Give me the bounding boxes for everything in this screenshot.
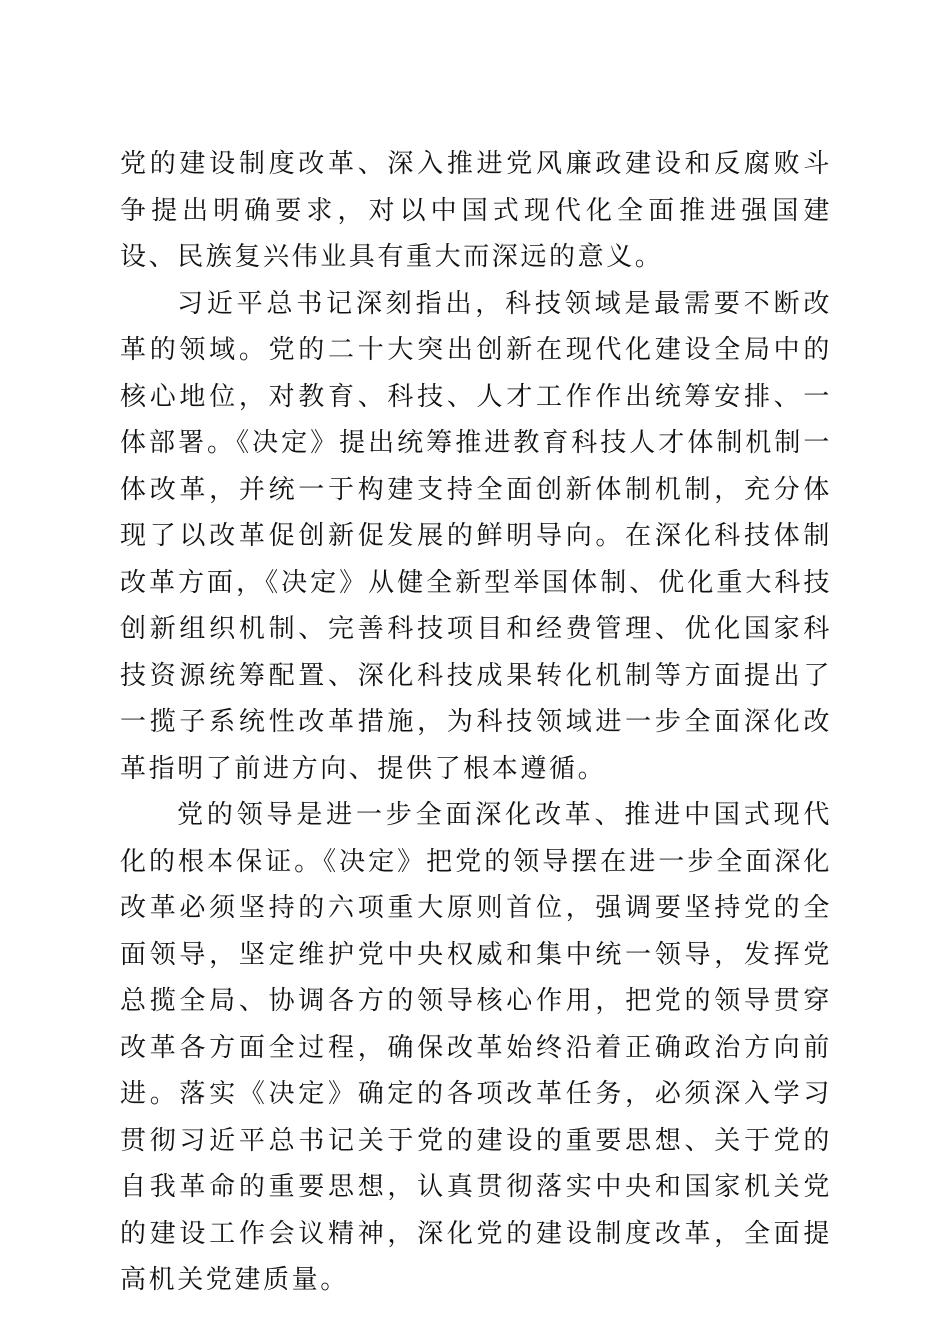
paragraph-1: 党的建设制度改革、深入推进党风廉政建设和反腐败斗争提出明确要求，对以中国式现代化全面推进强国建设、民族复兴伟业具有重大而深远的意义。	[120, 149, 832, 272]
paragraph-2: 习近平总书记深刻指出，科技领域是最需要不断改革的领域。党的二十大突出创新在现代化建设全局中的核心地位，对教育、科技、人才工作作出统筹安排、一体部署。《决定》提出统筹推进教育科技人才体制机制一体改革，并统一于构建支持全面创新体制机制，充分体现了以改革促创新促发展的鲜明导向。在深化科技体制改革方面，《决定》从健全新型举国体制、优化重大科技创新组织机制、完善科技项目和经费管理、优化国家科技资源统筹配置、深化科技成果转化机制等方面提出了一揽子系统性改革措施，为科技领域进一步全面深化改革指明了前进方向、提供了根本遵循。	[120, 288, 832, 784]
document-body	[120, 141, 832, 1304]
paragraph-3: 党的领导是进一步全面深化改革、推进中国式现代化的根本保证。《决定》把党的领导摆在进一步全面深化改革必须坚持的六项重大原则首位，强调要坚持党的全面领导，坚定维护党中央权威和集中统一领导，发挥党总揽全局、协调各方的领导核心作用，把党的领导贯穿改革各方面全过程，确保改革始终沿着正确政治方向前进。落实《决定》确定的各项改革任务，必须深入学习贯彻习近平总书记关于党的建设的重要思想、关于党的自我革命的重要思想，认真贯彻落实中央和国家机关党的建设工作会议精神，深化党的建设制度改革，全面提高机关党建质量。	[120, 800, 832, 1295]
